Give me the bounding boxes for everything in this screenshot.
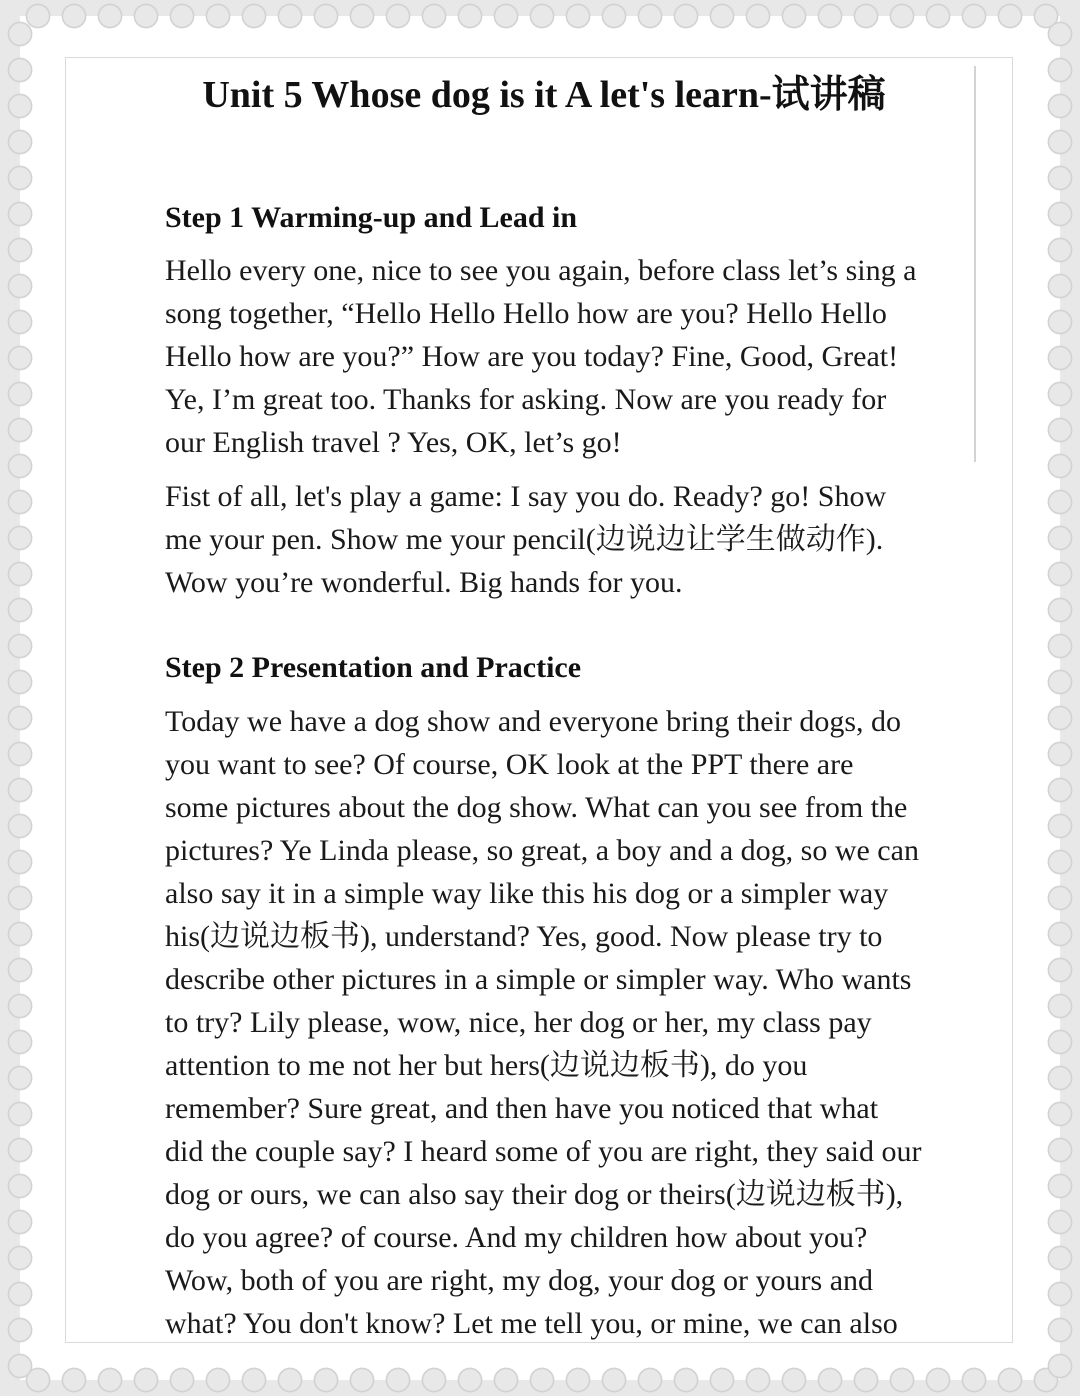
- paragraph-line: our English travel ? Yes, OK, let’s go!: [165, 426, 622, 459]
- paragraph: [165, 249, 1005, 464]
- paragraph-line: also say it in a simple way like this his dog or a simpler way: [165, 877, 889, 910]
- paragraph-line: Hello every one, nice to see you again, before class let’s sing a: [165, 254, 917, 287]
- paragraph-line: Wow, both of you are right, my dog, your dog or yours and: [165, 1264, 874, 1297]
- paragraph-line: you want to see? Of course, OK look at the PPT there are: [165, 748, 854, 781]
- paragraph-line: me your pen. Show me your pencil(边说边让学生做动作).: [165, 523, 884, 556]
- document-body: [165, 196, 1005, 1345]
- paragraph-line: describe other pictures in a simple or simpler way. Who wants: [165, 963, 912, 996]
- paragraph-line: what? You don't know? Let me tell you, or mine, we can also: [165, 1307, 898, 1340]
- document-title: Unit 5 Whose dog is it A let's learn-试讲稿: [202, 74, 886, 116]
- paragraph-line: pictures? Ye Linda please, so great, a boy and a dog, so we can: [165, 834, 919, 867]
- paragraph-line: Ye, I’m great too. Thanks for asking. Now are you ready for: [165, 383, 887, 416]
- paragraph-line: Wow you’re wonderful. Big hands for you.: [165, 566, 683, 599]
- paragraph-line: his(边说边板书), understand? Yes, good. Now please try to: [165, 920, 883, 953]
- paragraph-line: do you agree? of course. And my children how about you?: [165, 1221, 868, 1254]
- paragraph-line: Fist of all, let's play a game: I say you do. Ready? go! Show: [165, 480, 887, 513]
- paragraph-line: Today we have a dog show and everyone bring their dogs, do: [165, 705, 902, 738]
- section-heading-step-2: Step 2 Presentation and Practice: [165, 651, 582, 684]
- paragraph-line: dog or ours, we can also say their dog or theirs(边说边板书),: [165, 1178, 904, 1211]
- paragraph-line: to try? Lily please, wow, nice, her dog or her, my class pay: [165, 1006, 872, 1039]
- paragraph-line: Hello how are you?” How are you today? Fine, Good, Great!: [165, 340, 899, 373]
- paragraph-line: attention to me not her but hers(边说边板书), do you: [165, 1049, 808, 1082]
- paragraph-line: song together, “Hello Hello Hello how are you? Hello Hello: [165, 297, 887, 330]
- paragraph-line: remember? Sure great, and then have you noticed that what: [165, 1092, 879, 1125]
- paragraph: [165, 700, 1005, 1345]
- paragraph: [165, 475, 1005, 604]
- section-heading-step-1: Step 1 Warming-up and Lead in: [165, 201, 578, 234]
- paragraph-line: did the couple say? I heard some of you are right, they said our: [165, 1135, 922, 1168]
- paragraph-line: some pictures about the dog show. What can you see from the: [165, 791, 908, 824]
